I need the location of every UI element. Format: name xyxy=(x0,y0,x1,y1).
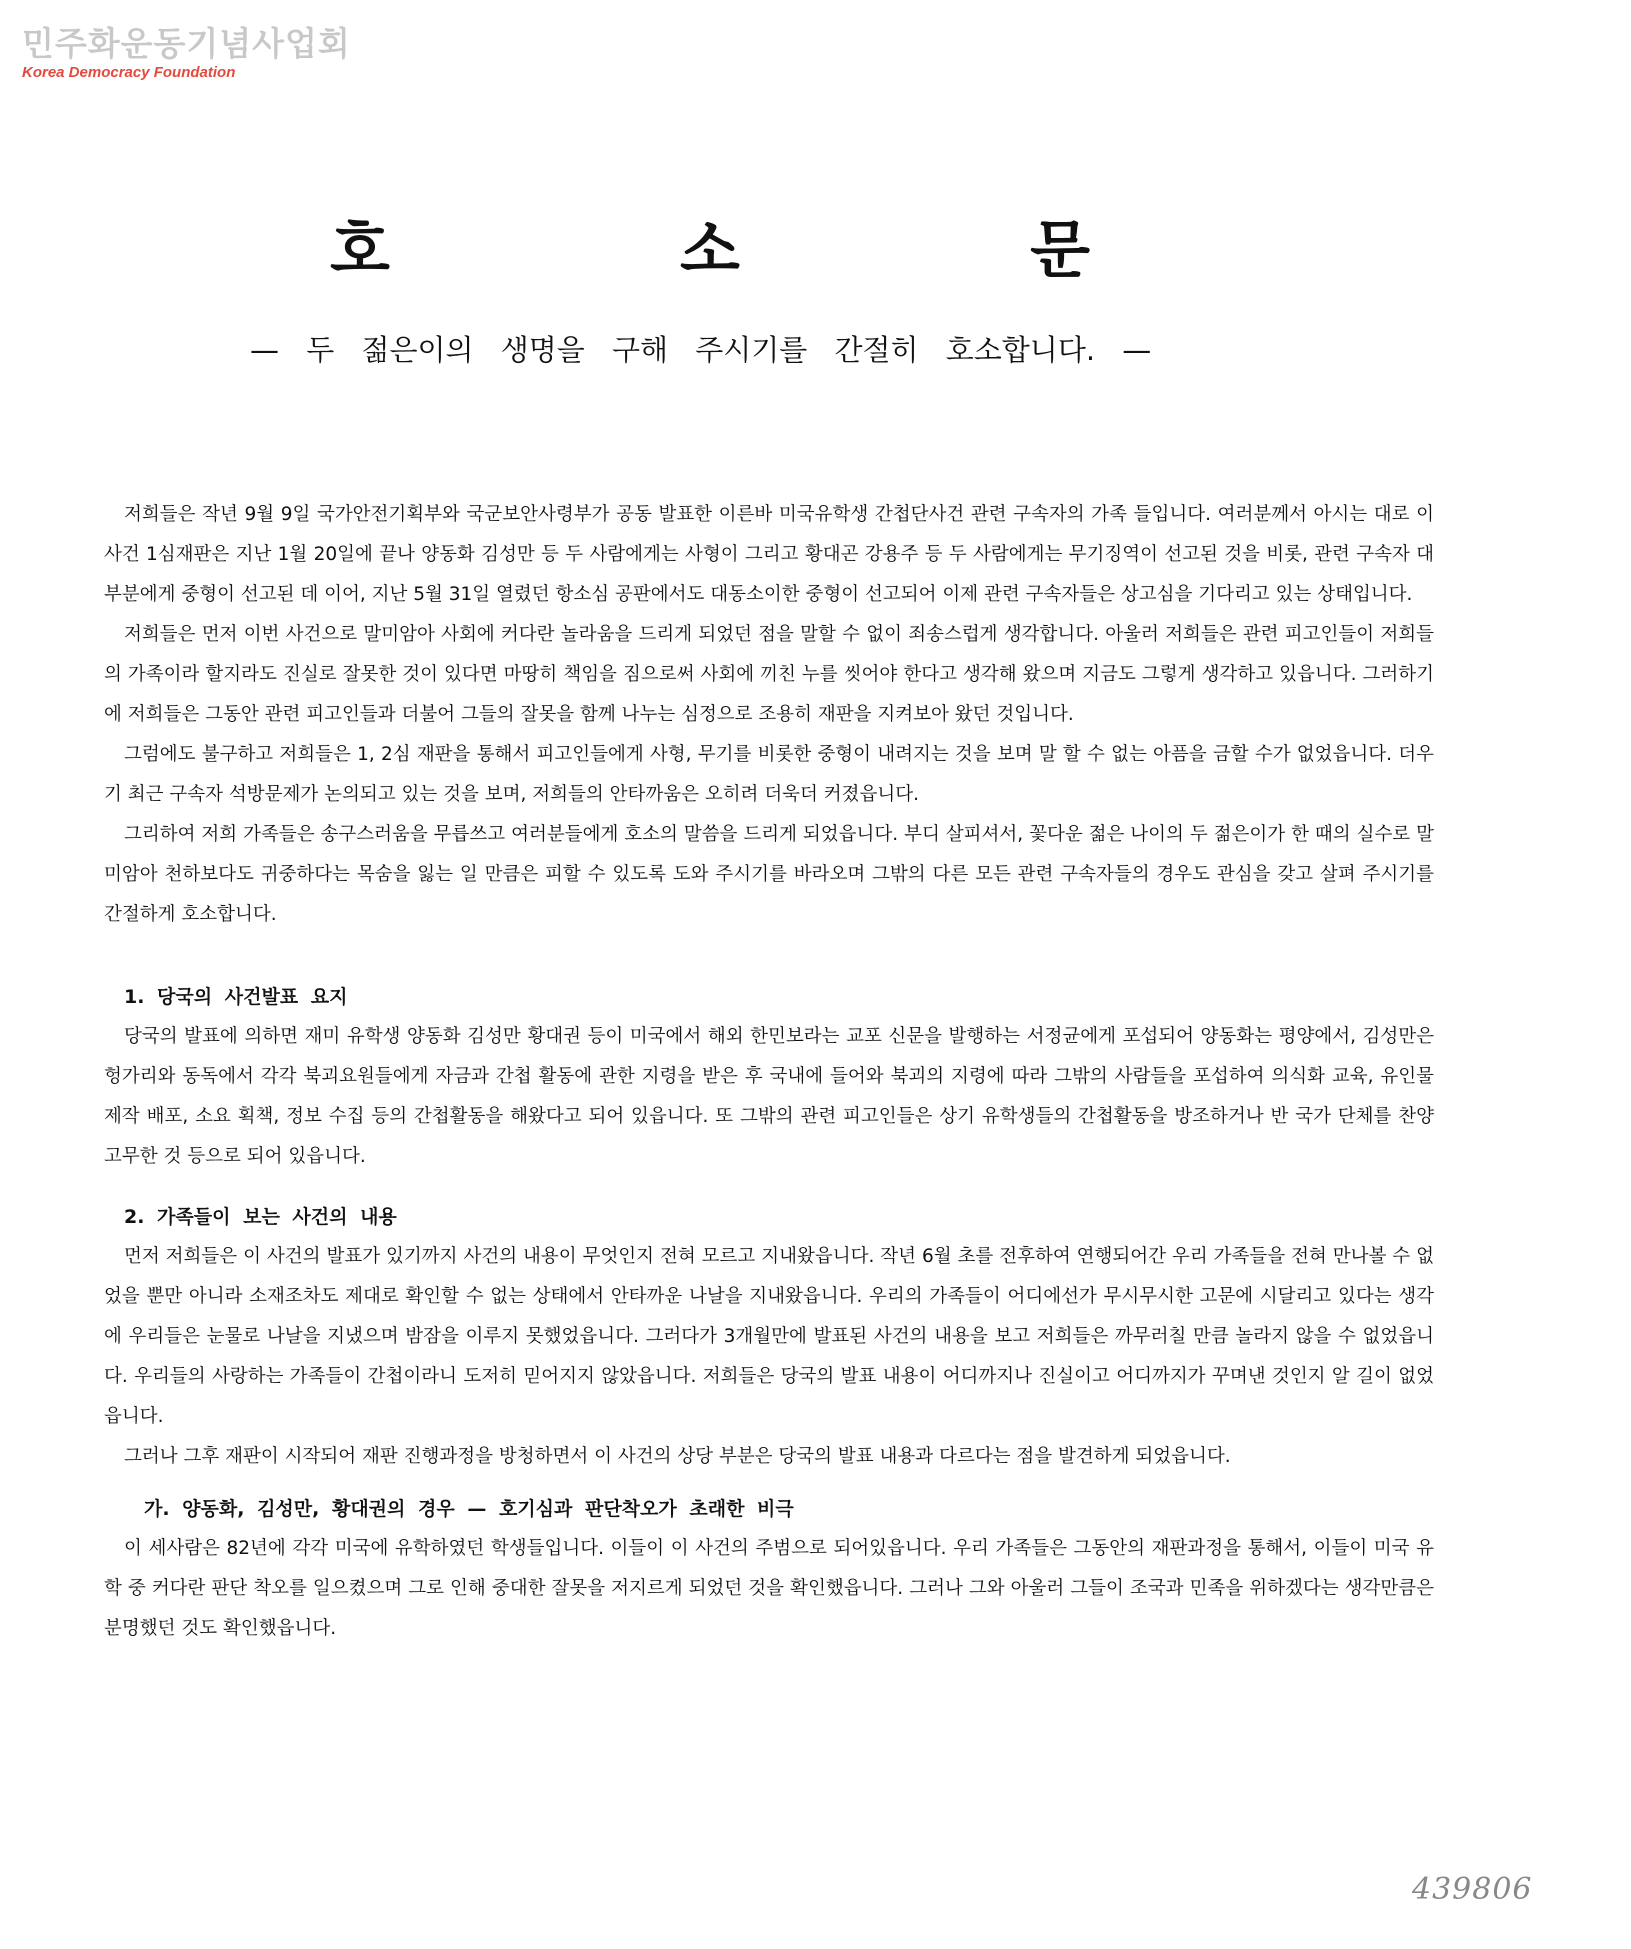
section-heading: 2. 가족들이 보는 사건의 내용 xyxy=(124,1206,397,1228)
document-body xyxy=(104,495,1434,1649)
intro-paragraph: 저희들은 작년 9월 9일 국가안전기획부와 국군보안사령부가 공동 발표한 이른바 미국유학생 간첩단사건 관련 구속자의 가족 들입니다. 여러분께서 아시는 대로 이 사건 1심재판은 지난 1월 20일에 끝나 양동화 김성만 등 두 사람에게는 사형이 그리고 황대곤 강용주 등 두 사람에게는 무기징역이 선고된 것을 비롯, 관련 구속자 대부분에게 중형이 선고된 데 이어, 지난 5월 31일 열렸던 항소심 공판에서도 대동소이한 중형이 선고되어 이제 관련 구속자들은 상고심을 기다리고 있는 상태입니다. xyxy=(104,504,1434,605)
intro-paragraph: 그리하여 저희 가족들은 송구스러움을 무릅쓰고 여러분들에게 호소의 말씀을 드리게 되었읍니다. 부디 살피셔서, 꽃다운 젊은 나이의 두 젊은이가 한 때의 실수로 말미암아 천하보다도 귀중하다는 목숨을 잃는 일 만큼은 피할 수 있도록 도와 주시기를 바라오며 그밖의 다른 모든 관련 구속자들의 경우도 관심을 갖고 살펴 주시기를 간절하게 호소합니다. xyxy=(104,824,1434,925)
document-subtitle: — 두 젊은이의 생명을 구해 주시기를 간절히 호소합니다. — xyxy=(250,333,1152,367)
intro-paragraph: 그럼에도 불구하고 저희들은 1, 2심 재판을 통해서 피고인들에게 사형, 무기를 비롯한 중형이 내려지는 것을 보며 말 할 수 없는 아픔을 금할 수가 없었읍니다. 더우기 최근 구속자 석방문제가 논의되고 있는 것을 보며, 저희들의 안타까움은 오히려 더욱더 커졌읍니다. xyxy=(104,744,1434,805)
section-paragraph: 그러나 그후 재판이 시작되어 재판 진행과정을 방청하면서 이 사건의 상당 부분은 당국의 발표 내용과 다르다는 점을 발견하게 되었읍니다. xyxy=(124,1446,1231,1467)
section-heading: 1. 당국의 사건발표 요지 xyxy=(124,986,348,1008)
title-char: 문 xyxy=(1030,213,1090,286)
title-char: 호 xyxy=(330,213,390,286)
archive-number: 439806 xyxy=(1412,1872,1533,1907)
section-paragraph: 먼저 저희들은 이 사건의 발표가 있기까지 사건의 내용이 무엇인지 전혀 모르고 지내왔읍니다. 작년 6월 초를 전후하여 연행되어간 우리 가족들을 전혀 만나볼 수 없었을 뿐만 아니라 소재조차도 제대로 확인할 수 없는 상태에서 안타까운 나날을 지내왔읍니다. 우리의 가족들이 어디에선가 무시무시한 고문에 시달리고 있다는 생각에 우리들은 눈물로 나날을 지냈으며 밤잠을 이루지 못했었읍니다. 그러다가 3개월만에 발표된 사건의 내용을 보고 저희들은 까무러칠 만큼 놀라지 않을 수 없었읍니다. 우리들의 사랑하는 가족들이 간첩이라니 도저히 믿어지지 않았읍니다. 저희들은 당국의 발표 내용이 어디까지나 진실이고 어디까지가 꾸며낸 것인지 알 길이 없었읍니다. xyxy=(104,1246,1434,1427)
watermark-english: Korea Democracy Foundation xyxy=(22,64,236,81)
section-paragraph: 이 세사람은 82년에 각각 미국에 유학하였던 학생들입니다. 이들이 이 사건의 주범으로 되어있읍니다. 우리 가족들은 그동안의 재판과정을 통해서, 이들이 미국 유학 중 커다란 판단 착오를 일으켰으며 그로 인해 중대한 잘못을 저지르게 되었던 것을 확인했읍니다. 그러나 그와 아울러 그들이 조국과 민족을 위하겠다는 생각만큼은 분명했던 것도 확인했읍니다. xyxy=(104,1538,1434,1639)
watermark-korean: 민주화운동기념사업회 xyxy=(22,24,351,63)
intro-paragraph: 저희들은 먼저 이번 사건으로 말미암아 사회에 커다란 놀라움을 드리게 되었던 점을 말할 수 없이 죄송스럽게 생각합니다. 아울러 저희들은 관련 피고인들이 저희들의 가족이라 할지라도 진실로 잘못한 것이 있다면 마땅히 책임을 짐으로써 사회에 끼친 누를 씻어야 한다고 생각해 왔으며 지금도 그렇게 생각하고 있읍니다. 그러하기에 저희들은 그동안 관련 피고인들과 더불어 그들의 잘못을 함께 나누는 심정으로 조용히 재판을 지켜보아 왔던 것입니다. xyxy=(104,624,1434,725)
foundation-watermark xyxy=(22,24,351,82)
document-title xyxy=(330,210,1090,290)
section-paragraph: 당국의 발표에 의하면 재미 유학생 양동화 김성만 황대권 등이 미국에서 해외 한민보라는 교포 신문을 발행하는 서정균에게 포섭되어 양동화는 평양에서, 김성만은 헝가리와 동독에서 각각 북괴요원들에게 자금과 간첩 활동에 관한 지령을 받은 후 국내에 들어와 북괴의 지령에 따라 그밖의 사람들을 포섭하여 의식화 교육, 유인물 제작 배포, 소요 획책, 정보 수집 등의 간첩활동을 해왔다고 되어 있읍니다. 또 그밖의 관련 피고인들은 상기 유학생들의 간첩활동을 방조하거나 반 국가 단체를 찬양 고무한 것 등으로 되어 있읍니다. xyxy=(104,1026,1434,1167)
title-char: 소 xyxy=(680,213,740,286)
subsection-heading: 가. 양동화, 김성만, 황대권의 경우 — 호기심과 판단착오가 초래한 비극 xyxy=(144,1498,794,1520)
